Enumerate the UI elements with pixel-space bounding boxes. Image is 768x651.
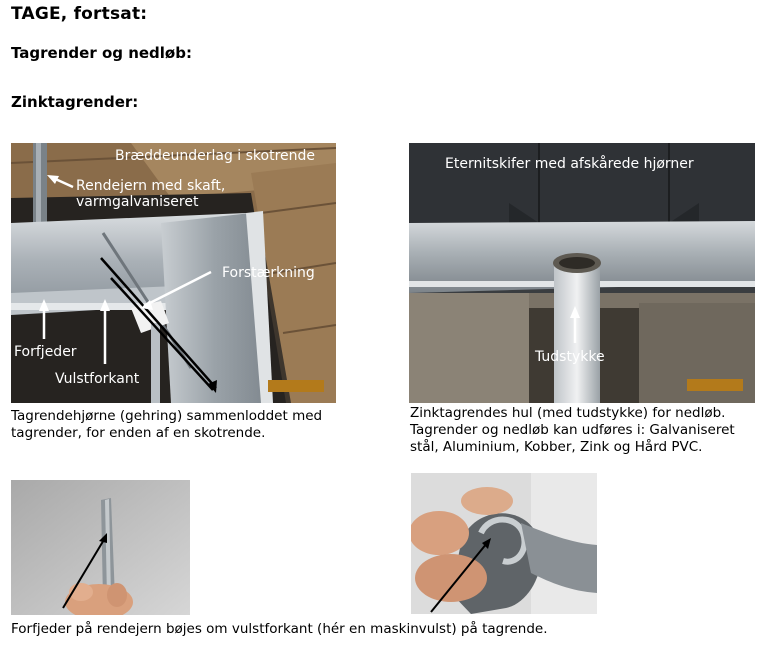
photo2-caption-line3: stål, Aluminium, Kobber, Zink og Hård PVC.	[410, 439, 703, 455]
section-heading: Tagrender og nedløb:	[11, 44, 192, 62]
photo1-label-top: Bræddeunderlag i skotrende	[115, 148, 316, 164]
photo1-label-vulst: Vulstforkant	[55, 371, 140, 387]
photo1-caption-line1: Tagrendehjørne (gehring) sammenloddet med	[11, 408, 323, 424]
photo1-label-hanger-line1: Rendejern med skaft,	[76, 178, 226, 194]
photo1-label-reinforcement: Forstærkning	[222, 265, 315, 281]
bottom-caption: Forfjeder på rendejern bøjes om vulstforkant (hér en maskinvulst) på tagrende.	[11, 621, 548, 637]
photo2-caption-line2: Tagrender og nedløb kan udføres i: Galvaniseret	[410, 422, 735, 438]
page-title: TAGE, fortsat:	[11, 4, 148, 24]
photo1-label-forfjeder: Forfjeder	[14, 344, 77, 360]
bead-edge-photo	[411, 473, 597, 614]
photo1-caption-line2: tagrender, for enden af en skotrende.	[11, 425, 266, 441]
photo1-label-hanger-line2: varmgalvaniseret	[76, 194, 199, 210]
hanger-spring-photo	[11, 480, 190, 615]
photo2-caption-line1: Zinktagrendes hul (med tudstykke) for nedløb.	[410, 405, 726, 421]
subsection-heading: Zinktagrender:	[11, 93, 139, 111]
photo2-label-tudstykke: Tudstykke	[535, 349, 605, 365]
photo2-label-top: Eternitskifer med afskårede hjørner	[445, 156, 694, 172]
